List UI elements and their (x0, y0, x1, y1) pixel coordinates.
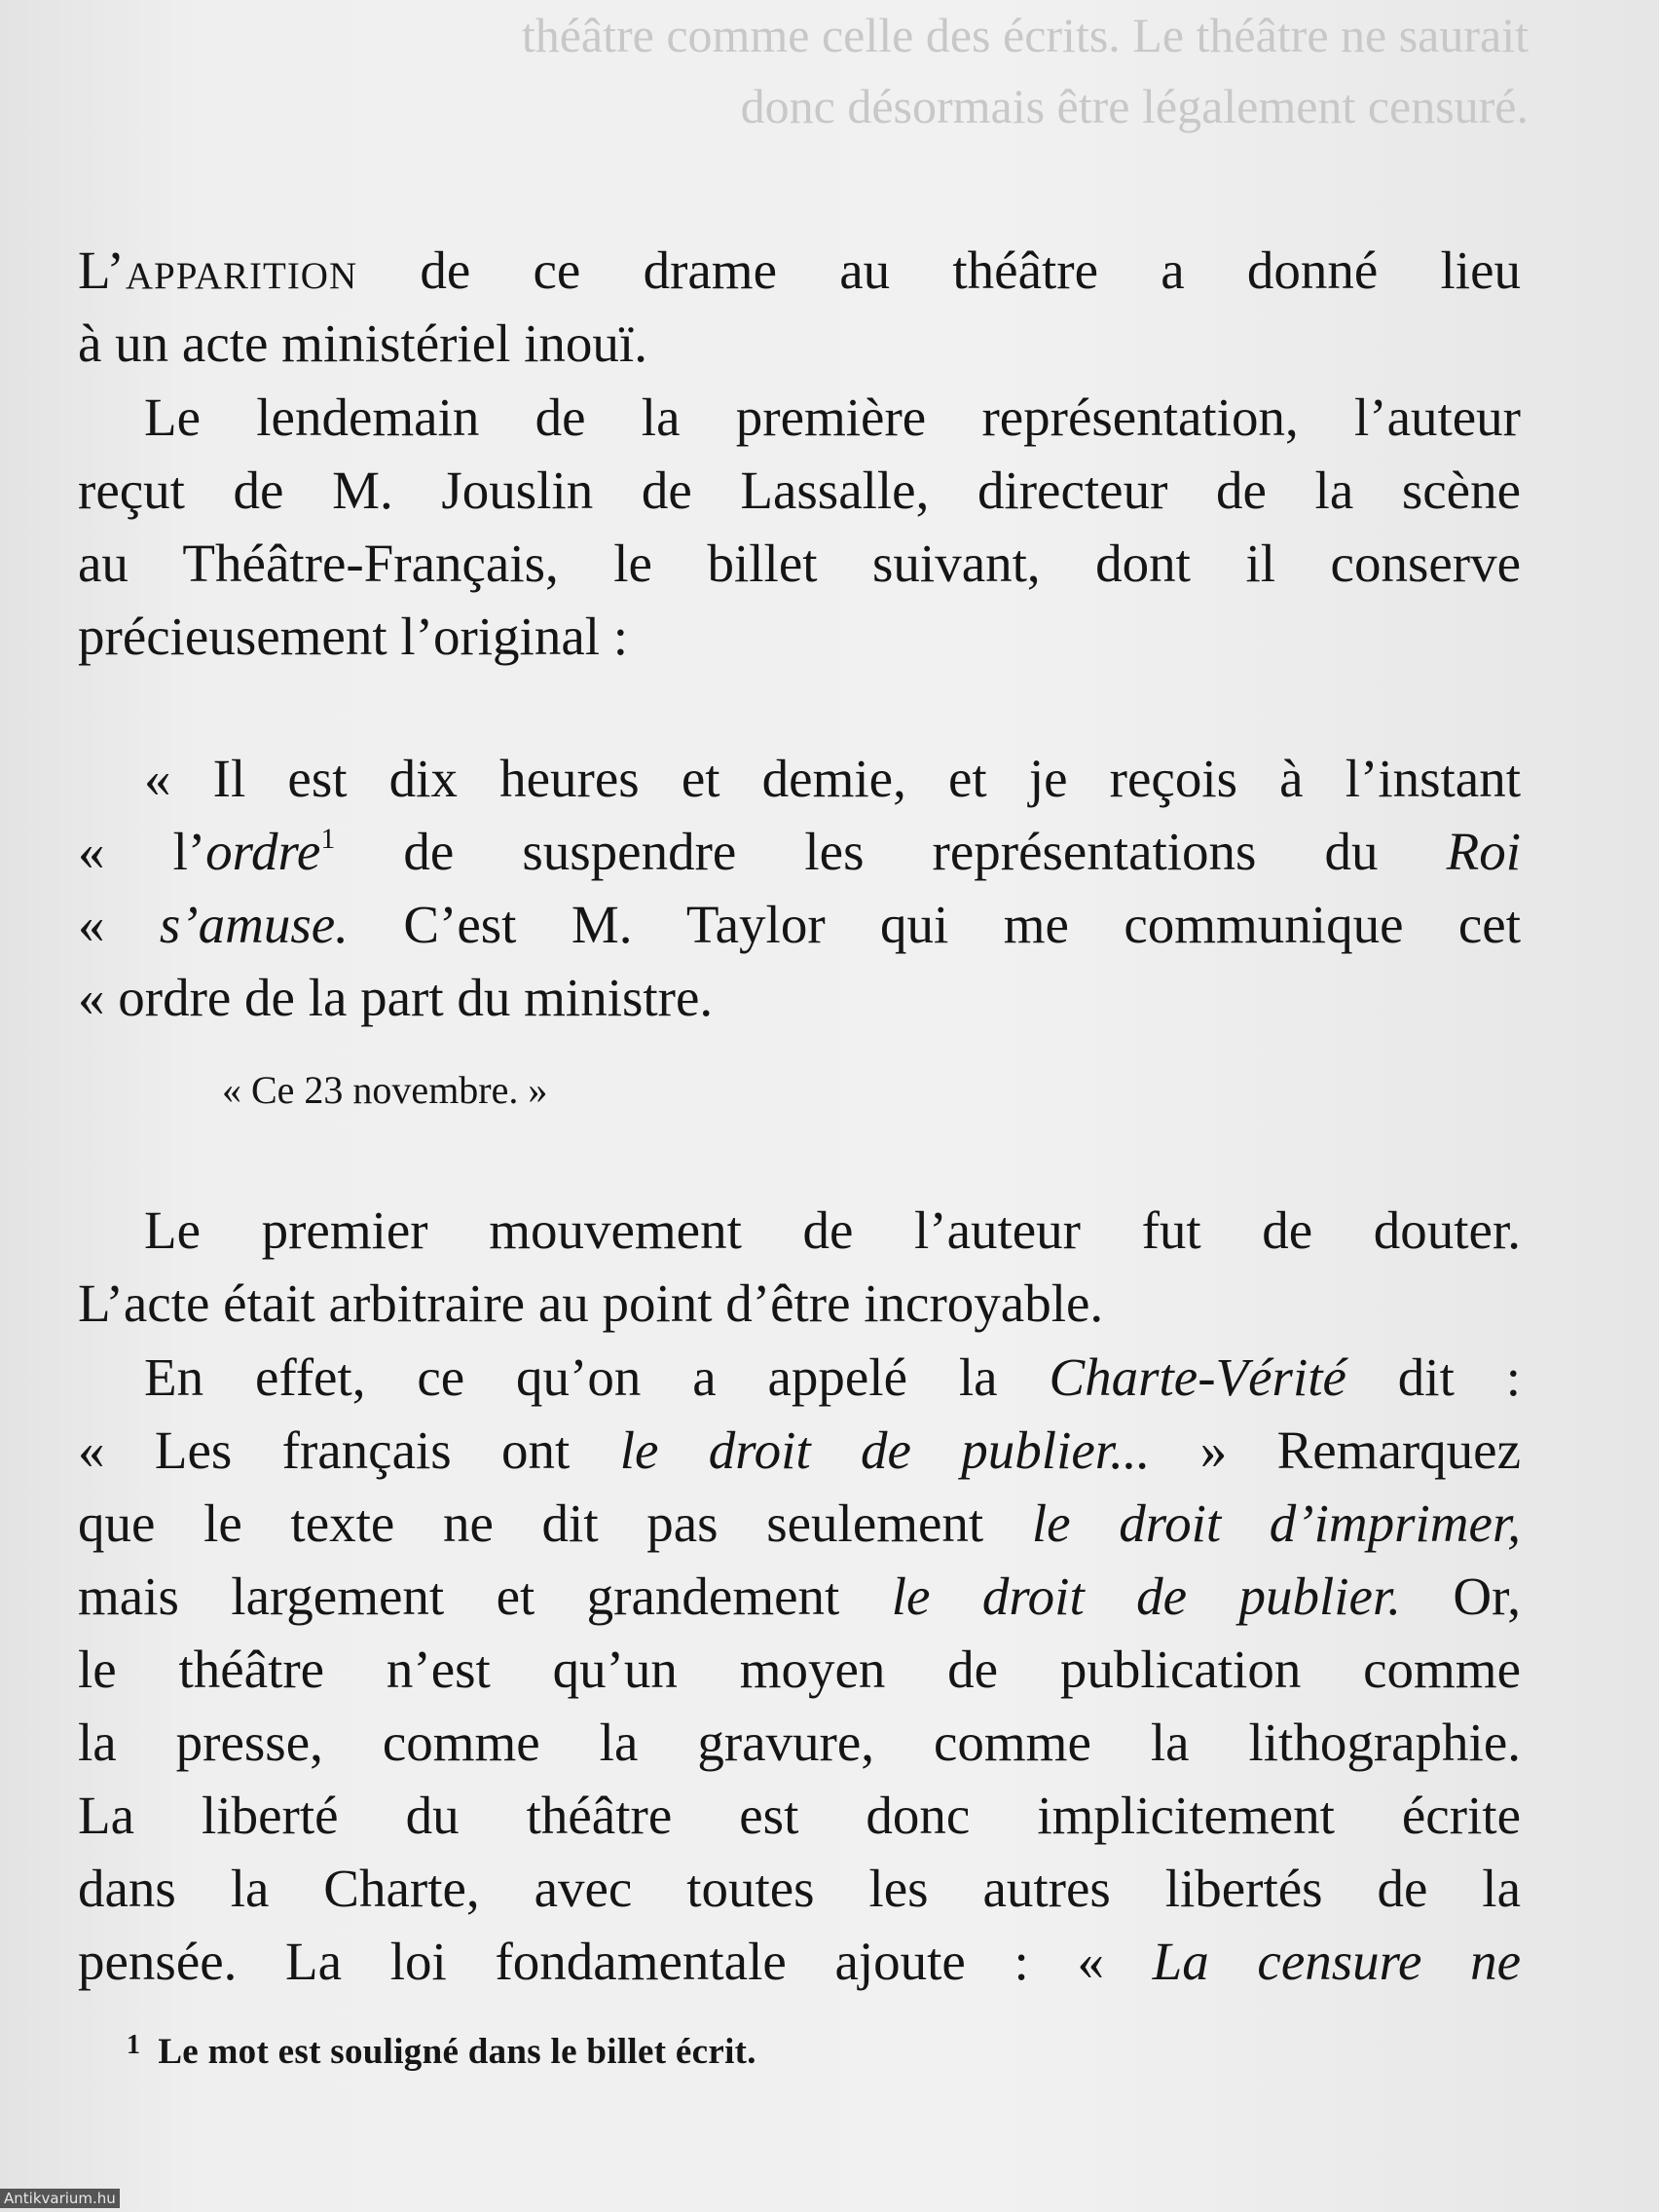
text-line: « Les français ont le droit de publier... » Remarquez (78, 1420, 1521, 1480)
text-line: La liberté du théâtre est donc implicitement écrite (78, 1786, 1521, 1845)
text-line: « l’ordre$^1$ de suspendre les représentations du Roi (78, 822, 1521, 881)
text-line: L’apparition de ce drame au théâtre a donné lieu (78, 240, 1521, 300)
paragraph-4 (78, 1341, 1521, 1998)
text-line: « ordre de la part du ministre. (78, 968, 714, 1027)
paragraph-3 (78, 1194, 1521, 1340)
watermark: Antikvarium.hu (0, 2189, 120, 2208)
text-line: Le premier mouvement de l’auteur fut de douter. (144, 1200, 1521, 1260)
text-line: L’acte était arbitraire au point d’être incroyable. (78, 1273, 1104, 1333)
text-line: mais largement et grandement le droit de publier. Or, (78, 1567, 1521, 1626)
text-line: la presse, comme la gravure, comme la lithographie. (78, 1713, 1521, 1772)
paragraph-1 (78, 234, 1521, 380)
lead-word: L’apparition (78, 240, 358, 300)
ghost-line: théâtre comme celle des écrits. Le théâtre ne saurait (521, 8, 1529, 62)
show-through-text (88, 0, 1529, 142)
footnote (127, 2019, 756, 2079)
text-line: dans la Charte, avec toutes les autres libertés de la (78, 1859, 1521, 1918)
paragraph-2 (78, 381, 1521, 673)
text-line: En effet, ce qu’on a appelé la Charte-Vérité dit : (144, 1347, 1522, 1407)
text-line: à un acte ministériel inouï. (78, 313, 647, 373)
text-line: pensée. La loi fondamentale ajoute : « La censure ne (78, 1932, 1521, 1991)
footnote-ref: 1 (320, 823, 336, 855)
text-line: « Il est dix heures et demie, et je reçois à l’instant (144, 749, 1521, 808)
text-line: « s’amuse. C’est M. Taylor qui me communique cet (78, 895, 1522, 954)
text-line: le théâtre n’est qu’un moyen de publication comme (78, 1640, 1521, 1699)
footnote-marker: 1 (127, 2030, 141, 2060)
text-line: Le lendemain de la première représentation, l’auteur (144, 387, 1521, 447)
letter-dateline: « Ce 23 novembre. » (222, 1068, 548, 1112)
ghost-line: donc désormais être légalement censuré. (740, 79, 1529, 133)
text-line: précieusement l’original : (78, 607, 629, 666)
footnote-text: Le mot est souligné dans le billet écrit. (158, 2032, 756, 2072)
text-line: reçut de M. Jouslin de Lassalle, directeur de la scène (78, 461, 1521, 520)
text-line: au Théâtre-Français, le billet suivant, dont il conserve (78, 534, 1521, 593)
quoted-letter (78, 742, 1521, 1034)
text-line: que le texte ne dit pas seulement le droit d’imprimer, (78, 1493, 1521, 1553)
